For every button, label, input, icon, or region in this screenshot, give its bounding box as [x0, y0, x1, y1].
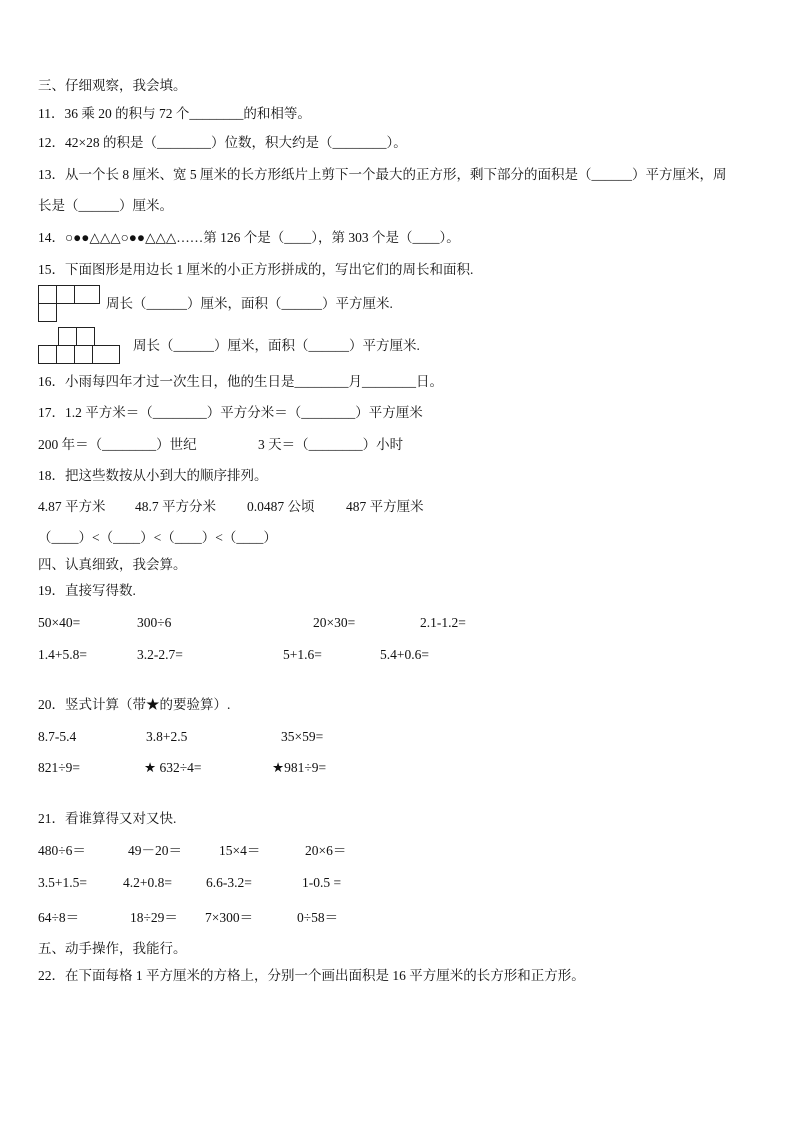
- q19-expression: 300÷6: [137, 615, 172, 630]
- q18-item: 48.7 平方分米: [135, 499, 216, 514]
- q15-figure-2: [38, 327, 120, 367]
- question-20-title: 20．竖式计算（带★的要验算）.: [38, 697, 231, 712]
- question-12: 12．42×28 的积是（________）位数，积大约是（________）。: [38, 135, 407, 150]
- question-17-line-2b: 3 天＝（________）小时: [258, 437, 404, 452]
- q19-expression: 50×40=: [38, 615, 81, 630]
- q18-item: 0.0487 公顷: [247, 499, 315, 514]
- q21-expression: 480÷6＝: [38, 843, 86, 858]
- grid-cell: [92, 345, 111, 364]
- q21-expression: 64÷8＝: [38, 910, 80, 925]
- q20-expression: ★ 632÷4=: [144, 760, 202, 775]
- question-17-line-2a: 200 年＝（________）世纪: [38, 437, 197, 452]
- grid-cell: [56, 345, 75, 364]
- q20-expression: 821÷9=: [38, 760, 81, 775]
- q15-figure-1-text: 周长（______）厘米，面积（______）平方厘米.: [106, 296, 393, 311]
- q20-expression: ★981÷9=: [272, 760, 327, 775]
- q15-figure-2-text: 周长（______）厘米，面积（______）平方厘米.: [133, 338, 420, 353]
- q19-expression: 20×30=: [313, 615, 356, 630]
- q18-item: 4.87 平方米: [38, 499, 106, 514]
- q19-expression: 5.4+0.6=: [380, 647, 429, 662]
- q21-expression: 20×6＝: [305, 843, 347, 858]
- q21-expression: 3.5+1.5=: [38, 875, 87, 890]
- grid-cell: [38, 345, 57, 364]
- question-19-title: 19．直接写得数.: [38, 583, 136, 598]
- grid-cell: [56, 285, 75, 304]
- question-13-line-2: 长是（______）厘米。: [38, 198, 173, 213]
- q20-expression: 35×59=: [281, 729, 324, 744]
- section-5-heading: 五、动手操作，我能行。: [38, 941, 187, 956]
- grid-cell: [74, 345, 93, 364]
- question-21-title: 21．看谁算得又对又快.: [38, 811, 177, 826]
- section-3-heading: 三、仔细观察，我会填。: [38, 78, 187, 93]
- q21-expression: 15×4＝: [219, 843, 261, 858]
- q19-expression: 3.2-2.7=: [137, 647, 183, 662]
- grid-cell: [38, 303, 57, 322]
- q20-expression: 8.7-5.4: [38, 729, 77, 744]
- q18-item: 487 平方厘米: [346, 499, 424, 514]
- question-11: 11．36 乘 20 的积与 72 个________的和相等。: [38, 106, 311, 121]
- q21-expression: 7×300＝: [205, 910, 254, 925]
- question-15-title: 15．下面图形是用边长 1 厘米的小正方形拼成的，写出它们的周长和面积.: [38, 262, 474, 277]
- grid-cell: [76, 327, 95, 346]
- q21-expression: 18÷29＝: [130, 910, 178, 925]
- q21-expression: 6.6-3.2=: [206, 875, 252, 890]
- question-17-line-1: 17．1.2 平方米＝（________）平方分米＝（________）平方厘米: [38, 405, 423, 420]
- q21-expression: 0÷58＝: [297, 910, 339, 925]
- q19-expression: 2.1-1.2=: [420, 615, 466, 630]
- grid-cell: [110, 345, 120, 364]
- question-16: 16．小雨每四年才过一次生日，他的生日是________月________日。: [38, 374, 443, 389]
- q21-expression: 49－20＝: [128, 843, 182, 858]
- question-14: 14．○●●△△△○●●△△△……第 126 个是（____），第 303 个是（____）。: [38, 230, 460, 245]
- q19-expression: 1.4+5.8=: [38, 647, 87, 662]
- section-4-heading: 四、认真细致，我会算。: [38, 557, 187, 572]
- grid-cell: [38, 285, 57, 304]
- grid-cell: [58, 327, 77, 346]
- grid-cell: [92, 285, 100, 304]
- grid-cell: [74, 285, 93, 304]
- q15-figure-1: [38, 285, 100, 325]
- q21-expression: 1-0.5 =: [302, 875, 342, 890]
- q19-expression: 5+1.6=: [283, 647, 322, 662]
- question-18-title: 18．把这些数按从小到大的顺序排列。: [38, 468, 268, 483]
- question-22: 22．在下面每格 1 平方厘米的方格上，分别一个画出面积是 16 平方厘米的长方形和正方形。: [38, 968, 585, 983]
- q21-expression: 4.2+0.8=: [123, 875, 172, 890]
- question-13-line-1: 13．从一个长 8 厘米、宽 5 厘米的长方形纸片上剪下一个最大的正方形，剩下部分的面积是（______）平方厘米，周: [38, 167, 727, 182]
- q18-order-blanks: （____）<（____）<（____）<（____）: [38, 530, 277, 545]
- q20-expression: 3.8+2.5: [146, 729, 188, 744]
